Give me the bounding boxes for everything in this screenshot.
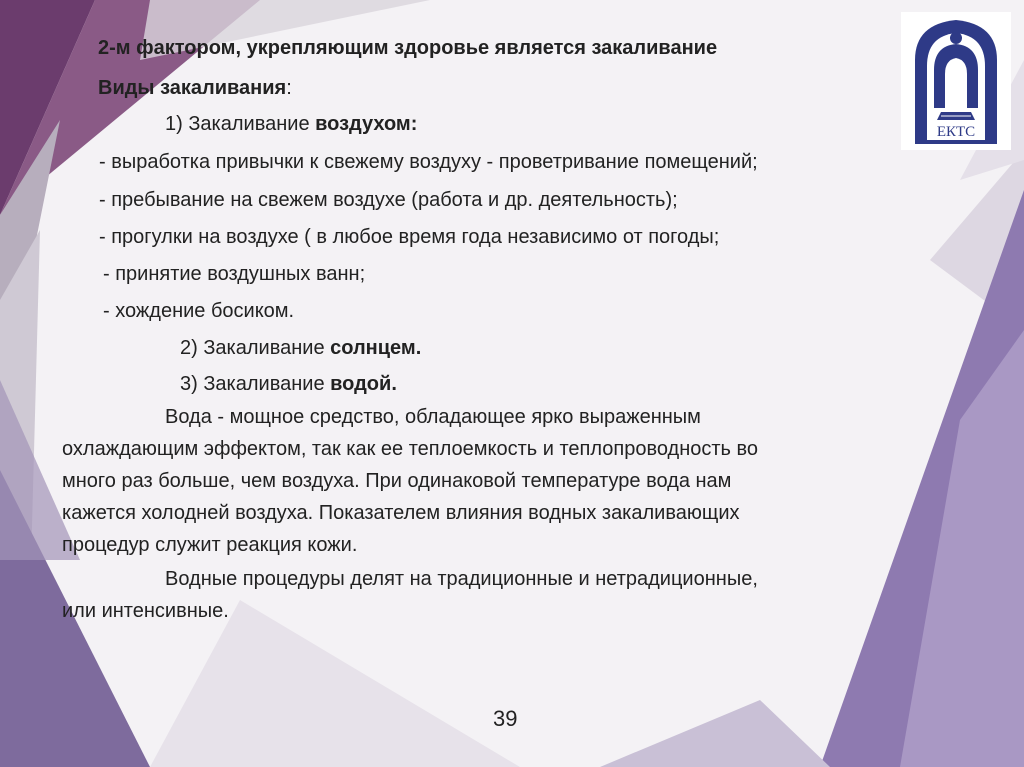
item-water — [180, 366, 397, 402]
item-water-bold: водой. — [330, 373, 397, 395]
item-air-bold: воздухом: — [315, 113, 418, 135]
item-air — [165, 106, 417, 142]
procedures-paragraph-line: Водные процедуры делят на традиционные и нетрадиционные, — [165, 568, 758, 590]
bullet-item: - принятие воздушных ванн; — [103, 263, 366, 285]
ekts-logo — [901, 12, 1011, 150]
types-colon: : — [286, 77, 292, 99]
item-sun-bold: солнцем. — [330, 337, 422, 359]
bullet-item: - прогулки на воздухе ( в любое время года независимо от погоды; — [99, 226, 720, 248]
water-paragraph-line: охлаждающим эффектом, так как ее теплоемкость и теплопроводность во — [62, 438, 759, 460]
item-sun — [180, 330, 421, 366]
bullet-item: - хождение босиком. — [103, 300, 295, 322]
page-number: 39 — [493, 706, 518, 731]
types-heading — [98, 70, 292, 106]
slide-heading: 2-м фактором, укрепляющим здоровье является закаливание — [98, 37, 718, 59]
item-water-prefix: 3) Закаливание — [180, 373, 331, 395]
svg-text:ЕКТС: ЕКТС — [936, 124, 976, 140]
item-air-prefix: 1) Закаливание — [165, 113, 316, 135]
item-sun-prefix: 2) Закаливание — [180, 337, 331, 359]
bullet-item: - пребывание на свежем воздухе (работа и др. деятельность); — [99, 189, 678, 211]
bullet-item: - выработка привычки к свежему воздуху - проветривание помещений; — [99, 151, 758, 173]
water-paragraph-line: процедур служит реакция кожи. — [62, 534, 358, 556]
water-paragraph-line: Вода - мощное средство, обладающее ярко выраженным — [165, 406, 701, 428]
water-paragraph-line: много раз больше, чем воздуха. При одинаковой температуре вода нам — [62, 470, 732, 492]
procedures-paragraph-line: или интенсивные. — [62, 600, 229, 622]
types-label: Виды закаливания — [98, 77, 287, 99]
water-paragraph-line: кажется холодней воздуха. Показателем влияния водных закаливающих — [62, 502, 740, 524]
